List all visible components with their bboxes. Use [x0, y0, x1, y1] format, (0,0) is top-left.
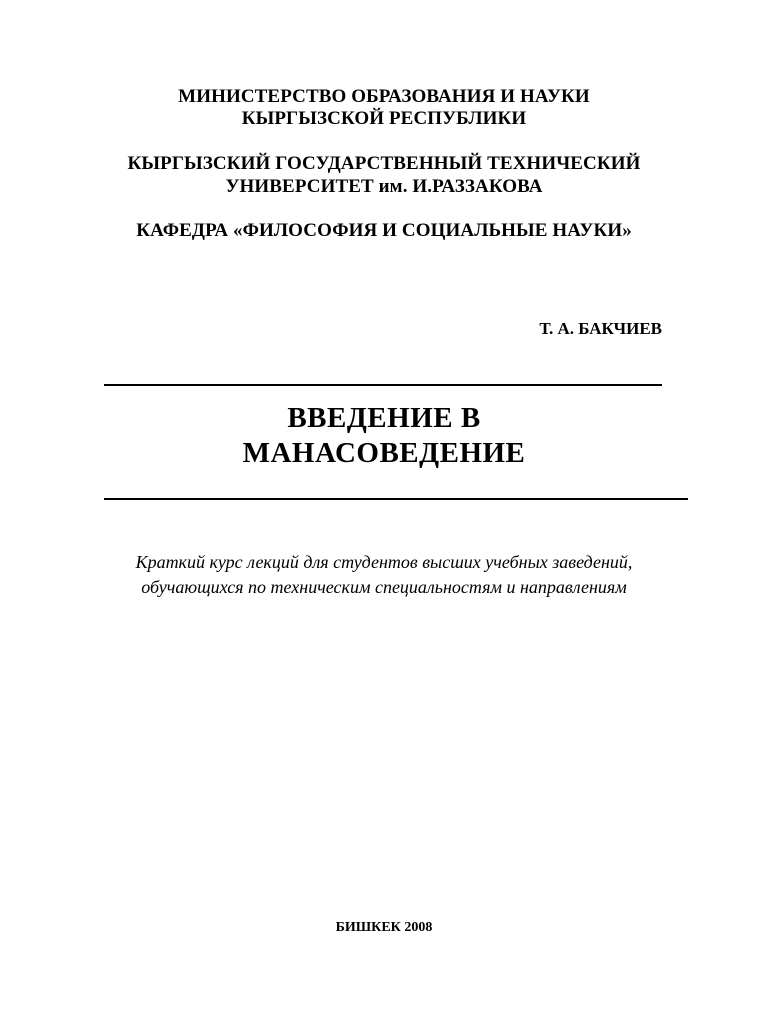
title-line-2: МАНАСОВЕДЕНИЕ: [242, 437, 526, 469]
ministry-line-2: КЫРГЫЗСКОЙ РЕСПУБЛИКИ: [241, 108, 527, 129]
university-line-1: КЫРГЫЗСКИЙ ГОСУДАРСТВЕННЫЙ ТЕХНИЧЕСКИЙ: [127, 153, 641, 174]
author-name: Т. А. БАКЧИЕВ: [539, 319, 662, 338]
title-line-1: ВВЕДЕНИЕ В: [287, 402, 481, 434]
ministry-line-1: МИНИСТЕРСТВО ОБРАЗОВАНИЯ И НАУКИ: [178, 86, 590, 107]
university-line-2: УНИВЕРСИТЕТ им. И.РАЗЗАКОВА: [225, 176, 543, 197]
bottom-rule: [104, 498, 688, 500]
top-rule: [104, 384, 662, 386]
city-year: БИШКЕК 2008: [335, 920, 433, 935]
subtitle-line-1: Краткий курс лекций для студентов высших учебных заведений,: [135, 552, 633, 572]
department-line: КАФЕДРА «ФИЛОСОФИЯ И СОЦИАЛЬНЫЕ НАУКИ»: [136, 220, 632, 241]
subtitle-line-2: обучающихся по техническим специальностям и направлениям: [141, 577, 627, 597]
